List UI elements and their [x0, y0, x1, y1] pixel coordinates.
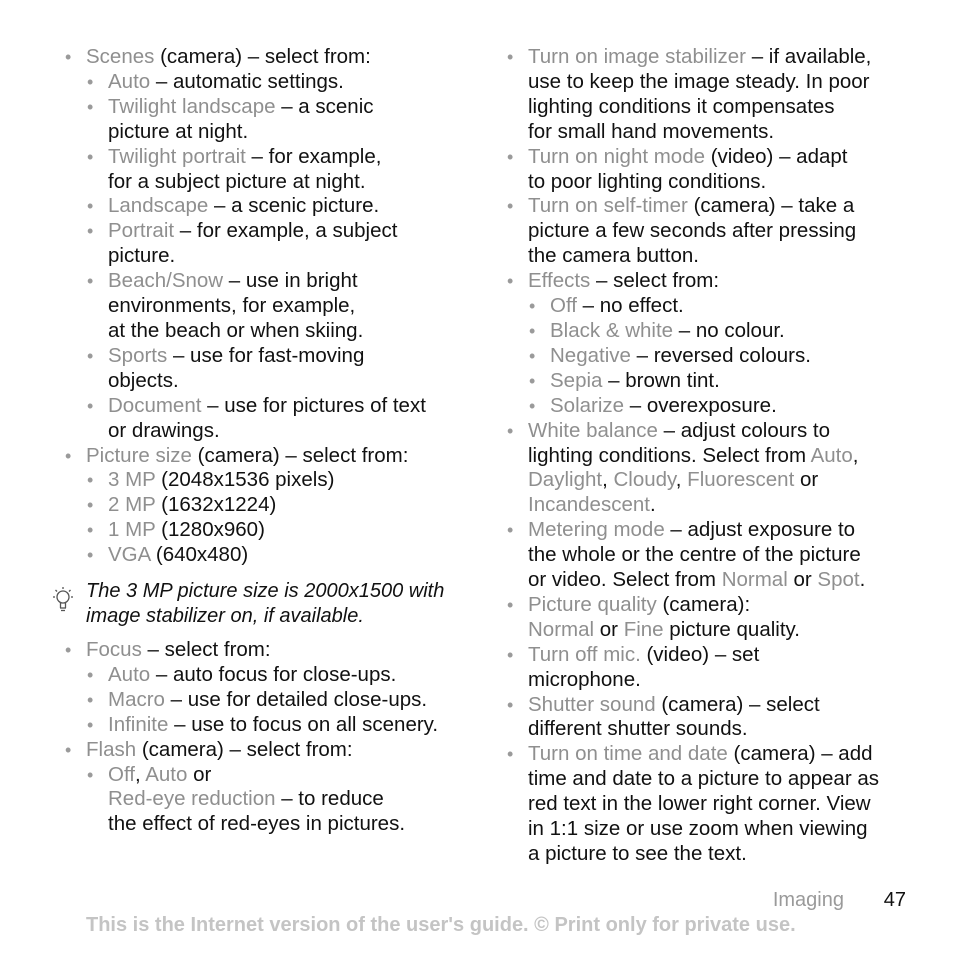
option-description: lighting conditions it compensates — [528, 94, 835, 118]
list-item — [86, 493, 484, 518]
option-description: (camera): — [656, 592, 751, 616]
separator: or — [787, 568, 818, 592]
list-item-effects — [506, 269, 926, 294]
option-label: Focus — [86, 638, 142, 661]
bullet-icon: • — [507, 146, 514, 167]
option-label: 1 MP — [108, 518, 156, 542]
option-label: Sepia — [550, 368, 603, 392]
option-label: Negative — [550, 343, 631, 367]
option-description: – adjust colours to — [657, 418, 830, 442]
bullet-icon: • — [87, 96, 94, 117]
list-item-time-date — [506, 742, 926, 867]
option-description: picture. — [108, 244, 176, 268]
option-label: Black & white — [550, 318, 674, 342]
option-description: or drawings. — [108, 418, 220, 442]
flash-sublist — [64, 763, 484, 838]
option-label: Auto — [108, 69, 151, 93]
bullet-icon: • — [65, 47, 72, 67]
bullet-icon: • — [87, 345, 94, 366]
option-description: picture a few seconds after pressing — [528, 219, 857, 243]
list-item-night-mode — [506, 145, 926, 195]
list-item — [528, 319, 926, 344]
option-label: Fluorescent — [687, 468, 795, 492]
option-description: – use to focus on all scenery. — [168, 712, 439, 736]
option-label: Scenes — [86, 45, 155, 68]
option-description: – to reduce — [275, 787, 384, 811]
option-label: Incandescent — [528, 493, 650, 517]
list-item — [86, 688, 484, 713]
option-description: – if available, — [746, 45, 872, 68]
separator: . — [859, 568, 866, 592]
option-label: Metering mode — [528, 518, 665, 542]
list-item — [86, 70, 484, 95]
separator: , — [602, 468, 614, 492]
option-label: Off — [550, 294, 577, 318]
bullet-icon: • — [529, 296, 536, 317]
bullet-icon: • — [507, 644, 514, 665]
option-description: (camera) – select from: — [154, 45, 371, 68]
option-description: for a subject picture at night. — [108, 169, 366, 193]
option-label: White balance — [528, 418, 658, 442]
option-label: Daylight — [528, 468, 603, 492]
option-label: Twilight landscape — [108, 94, 276, 118]
section-name: Imaging — [772, 889, 844, 911]
list-item — [86, 468, 484, 493]
option-label: Twilight portrait — [108, 144, 246, 168]
option-label: VGA — [108, 543, 151, 567]
list-item — [86, 95, 484, 145]
list-item — [86, 713, 484, 738]
option-label: Normal — [528, 617, 595, 641]
option-description: the whole or the centre of the picture — [528, 543, 861, 567]
option-label: Turn on night mode — [528, 144, 706, 168]
right-column — [506, 45, 926, 867]
option-description: picture at night. — [108, 119, 249, 143]
separator: , — [852, 443, 859, 467]
list-item — [86, 394, 484, 444]
list-item-picture-size — [64, 444, 484, 469]
option-label: Picture size — [86, 443, 192, 467]
list-item — [86, 543, 484, 568]
option-description: (video) – adapt — [705, 144, 848, 168]
bullet-icon: • — [507, 520, 514, 541]
option-label: 3 MP — [108, 468, 156, 492]
option-label: 2 MP — [108, 493, 156, 517]
list-item — [528, 294, 926, 319]
bullet-icon: • — [529, 320, 536, 341]
option-description: (camera) – select — [655, 692, 820, 716]
option-description: – use for pictures of text — [201, 393, 426, 417]
option-label: Auto — [108, 662, 151, 686]
separator: or — [794, 468, 819, 492]
bullet-icon: • — [87, 271, 94, 292]
page-number: 47 — [883, 889, 906, 911]
list-item-scenes — [64, 45, 484, 70]
option-description: – brown tint. — [602, 368, 720, 392]
option-label: Macro — [108, 687, 165, 711]
option-description: picture quality. — [663, 617, 800, 641]
bullet-icon: • — [507, 196, 514, 217]
bullet-icon: • — [87, 395, 94, 416]
option-description: – reversed colours. — [630, 343, 811, 367]
list-item-metering — [506, 518, 926, 593]
option-label: Infinite — [108, 712, 169, 736]
list-item-quality — [506, 593, 926, 643]
option-description: to poor lighting conditions. — [528, 169, 767, 193]
bullet-icon: • — [507, 594, 514, 615]
option-description: – auto focus for close-ups. — [150, 662, 397, 686]
option-label: Auto — [145, 762, 188, 786]
separator: . — [649, 493, 656, 517]
option-description: or video. Select from — [528, 568, 722, 592]
option-description: red text in the lower right corner. View — [528, 792, 871, 816]
scenes-sublist — [64, 70, 484, 444]
option-description: a picture to see the text. — [528, 842, 747, 865]
list-item-stabilizer — [506, 45, 926, 145]
option-description: different shutter sounds. — [528, 717, 748, 741]
option-description: time and date to a picture to appear as — [528, 767, 880, 791]
separator: , — [675, 468, 688, 492]
option-description: in 1:1 size or use zoom when viewing — [528, 817, 868, 841]
list-item-mic — [506, 643, 926, 693]
left-column-continued — [64, 638, 484, 837]
tip-line: image stabilizer on, if available. — [86, 605, 364, 627]
option-description: the effect of red-eyes in pictures. — [108, 812, 406, 836]
bullet-icon: • — [87, 714, 94, 735]
option-description: for small hand movements. — [528, 119, 775, 143]
bullet-icon: • — [87, 520, 94, 541]
bullet-icon: • — [87, 664, 94, 685]
bullet-icon: • — [87, 545, 94, 566]
option-description: (640x480) — [150, 543, 249, 567]
option-label: Portrait — [108, 219, 175, 243]
lightbulb-icon — [50, 585, 76, 613]
bullet-icon: • — [65, 739, 72, 760]
bullet-icon: • — [87, 470, 94, 491]
list-item — [86, 194, 484, 219]
option-label: Landscape — [108, 194, 209, 218]
option-label: Turn off mic. — [528, 642, 641, 666]
focus-sublist — [64, 663, 484, 738]
tip-note — [50, 579, 470, 629]
list-item — [86, 145, 484, 195]
bullet-icon: • — [507, 744, 514, 765]
option-description: – overexposure. — [624, 393, 777, 417]
bullet-icon: • — [87, 689, 94, 710]
bullet-icon: • — [65, 445, 72, 466]
list-item — [86, 344, 484, 394]
option-label: Off — [108, 762, 135, 786]
picture-size-sublist — [64, 468, 484, 568]
option-description: environments, for example, — [108, 294, 356, 318]
option-label: Cloudy — [613, 468, 676, 492]
bullet-icon: • — [87, 764, 94, 785]
footer-note: This is the Internet version of the user's guide. © Print only for private use. — [86, 914, 796, 936]
effects-sublist — [506, 294, 926, 419]
option-description: (camera) – add — [727, 742, 873, 766]
bullet-icon: • — [87, 71, 94, 92]
option-label: Turn on time and date — [528, 742, 728, 766]
tip-text — [86, 579, 470, 629]
option-description: (1632x1224) — [155, 493, 277, 517]
option-description: (camera) – select from: — [191, 443, 409, 467]
option-description: (1280x960) — [155, 518, 265, 542]
bullet-icon: • — [65, 640, 72, 660]
option-label: Shutter sound — [528, 692, 656, 716]
bullet-icon: • — [507, 694, 514, 715]
separator: , — [134, 762, 146, 786]
option-description: – for example, — [245, 144, 382, 168]
option-label: Turn on image stabilizer — [528, 45, 747, 68]
separator: or — [594, 617, 624, 641]
option-description: – select from: — [141, 638, 271, 661]
option-description: the camera button. — [528, 244, 699, 268]
list-item-focus — [64, 638, 484, 663]
option-label: Solarize — [550, 393, 625, 417]
bullet-icon: • — [87, 196, 94, 217]
option-label: Beach/Snow — [108, 269, 224, 293]
option-description: – no effect. — [576, 294, 684, 318]
list-item — [528, 369, 926, 394]
option-description: – use in bright — [223, 269, 358, 293]
option-label: Sports — [108, 343, 168, 367]
bullet-icon: • — [529, 395, 536, 416]
option-description: (camera) – take a — [687, 194, 855, 218]
list-item-white-balance — [506, 419, 926, 519]
option-label: Picture quality — [528, 592, 657, 616]
bullet-icon: • — [87, 221, 94, 242]
bullet-icon: • — [507, 47, 514, 67]
list-item — [528, 344, 926, 369]
list-item — [86, 518, 484, 543]
option-description: (2048x1536 pixels) — [155, 468, 335, 492]
option-description: – no colour. — [673, 318, 785, 342]
option-description: microphone. — [528, 667, 641, 691]
option-description: at the beach or when skiing. — [108, 318, 364, 342]
tip-line: The 3 MP picture size is 2000x1500 with — [86, 580, 445, 602]
bullet-icon: • — [529, 370, 536, 391]
bullet-icon: • — [507, 271, 514, 292]
option-label: Red-eye reduction — [108, 787, 276, 811]
option-label: Spot — [817, 568, 860, 592]
option-description: – select from: — [590, 269, 720, 293]
separator: or — [187, 762, 212, 786]
bullet-icon: • — [87, 146, 94, 167]
list-item — [86, 663, 484, 688]
option-description: objects. — [108, 368, 179, 392]
option-label: Turn on self-timer — [528, 194, 688, 218]
bullet-icon: • — [87, 495, 94, 516]
option-description: – for example, a subject — [174, 219, 398, 243]
list-item — [86, 269, 484, 344]
option-description: – a scenic — [275, 94, 374, 118]
option-description: – a scenic picture. — [208, 194, 380, 218]
list-item-self-timer — [506, 194, 926, 269]
list-item — [528, 394, 926, 419]
option-label: Auto — [810, 443, 853, 467]
option-label: Flash — [86, 737, 137, 761]
option-label: Normal — [721, 568, 788, 592]
option-description: – automatic settings. — [150, 69, 344, 93]
option-description: use to keep the image steady. In poor — [528, 69, 870, 93]
bullet-icon: • — [507, 420, 514, 441]
list-item-flash — [64, 738, 484, 763]
option-label: Fine — [623, 617, 664, 641]
option-label: Effects — [528, 269, 591, 293]
option-description: – use for detailed close-ups. — [164, 687, 428, 711]
option-description: – use for fast-moving — [167, 343, 365, 367]
option-description: (video) – set — [640, 642, 760, 666]
bullet-icon: • — [529, 345, 536, 366]
list-item-shutter — [506, 693, 926, 743]
list-item — [86, 219, 484, 269]
option-description: – adjust exposure to — [664, 518, 856, 542]
option-description: lighting conditions. Select from — [528, 443, 811, 467]
left-column — [64, 45, 484, 568]
option-description: (camera) – select from: — [136, 737, 353, 761]
list-item — [86, 763, 484, 838]
option-label: Document — [108, 393, 202, 417]
